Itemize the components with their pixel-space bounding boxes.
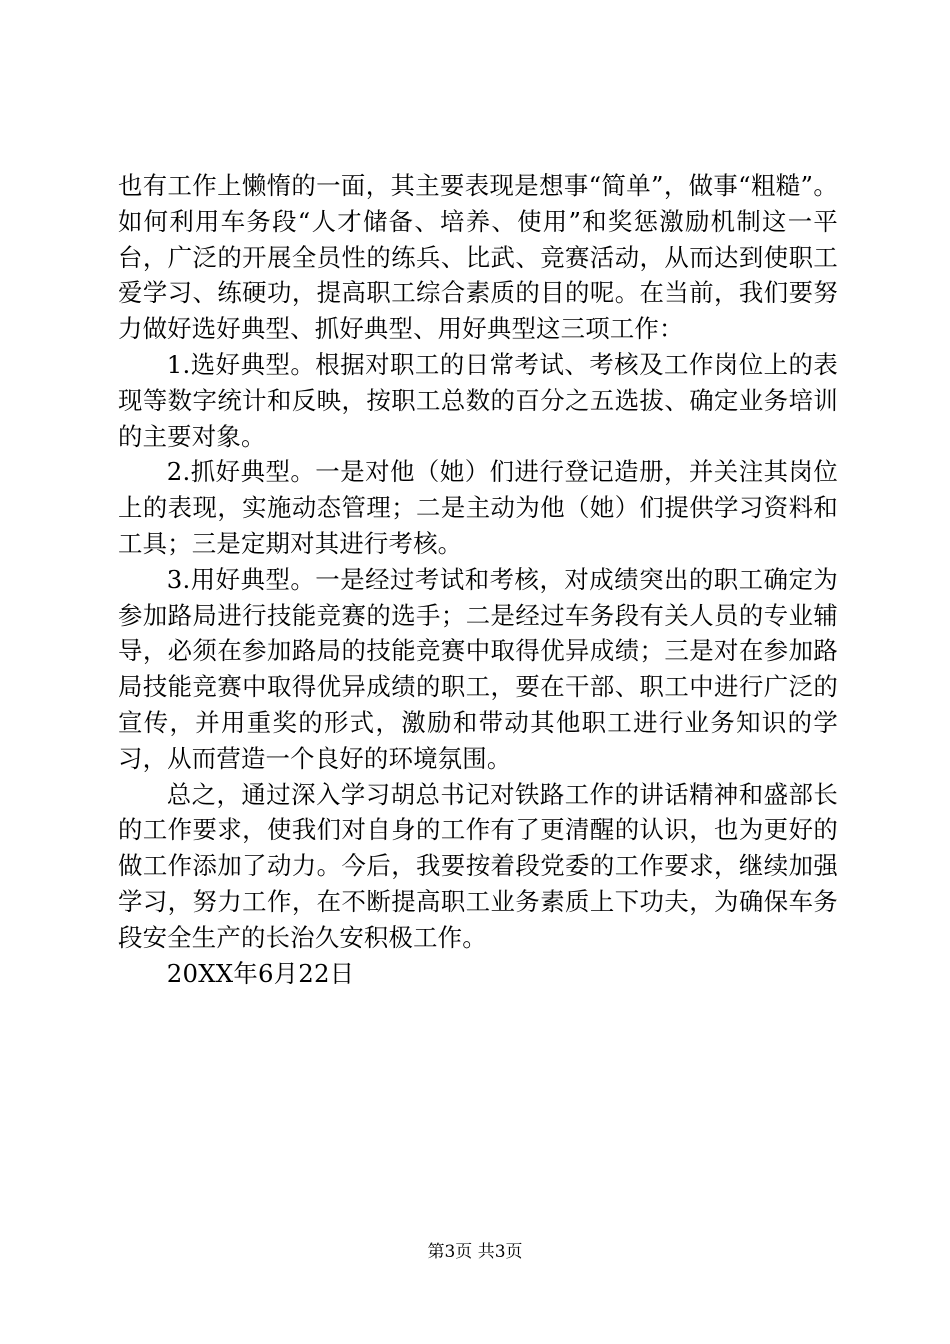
- paragraph-item-2: 2.抓好典型。一是对他（她）们进行登记造册，并关注其岗位上的表现，实施动态管理；二是主动为他（她）们提供学习资料和工具；三是定期对其进行考核。: [118, 457, 838, 558]
- paragraph-intro: 也有工作上懒惰的一面，其主要表现是想事“简单”，做事“粗糙”。如何利用车务段“人才储备、培养、使用”和奖惩激励机制这一平台，广泛的开展全员性的练兵、比武、竞赛活动，从而达到使职工爱学习、练硬功，提高职工综合素质的目的呢。在当前，我们要努力做好选好典型、抓好典型、用好典型这三项工作：: [118, 171, 838, 344]
- paragraph-item-1: 1.选好典型。根据对职工的日常考试、考核及工作岗位上的表现等数字统计和反映，按职工总数的百分之五选拔、确定业务培训的主要对象。: [118, 349, 838, 451]
- paragraph-item-3: 3.用好典型。一是经过考试和考核，对成绩突出的职工确定为参加路局进行技能竞赛的选手；二是经过车务段有关人员的专业辅导，必须在参加路局的技能竞赛中取得优异成绩；三是对在参加路局技能竞赛中取得优异成绩的职工，要在干部、职工中进行广泛的宣传，并用重奖的形式，激励和带动其他职工进行业务知识的学习，从而营造一个良好的环境氛围。: [118, 564, 838, 773]
- document-body: [118, 168, 838, 991]
- page-footer: [0, 1242, 950, 1262]
- page-number: 第3页 共3页: [427, 1242, 523, 1262]
- document-date: 20XX年6月22日: [166, 958, 355, 988]
- paragraph-conclusion: 总之，通过深入学习胡总书记对铁路工作的讲话精神和盛部长的工作要求，使我们对自身的工作有了更清醒的认识，也为更好的做工作添加了动力。今后，我要按着段党委的工作要求，继续加强学习，努力工作，在不断提高职工业务素质上下功夫，为确保车务段安全生产的长治久安积极工作。: [118, 779, 838, 952]
